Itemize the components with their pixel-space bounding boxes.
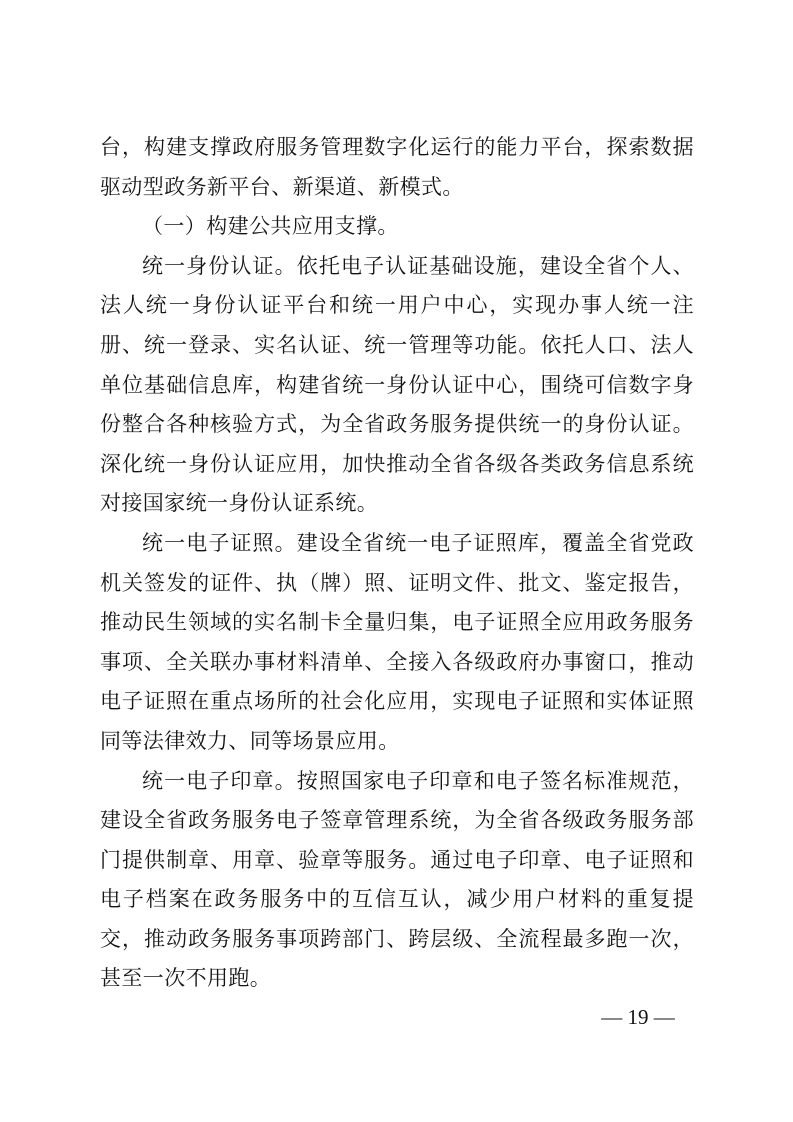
paragraph-unified-e-seal: 统一电子印章。按照国家电子印章和电子签名标准规范，建设全省政务服务电子签章管理系统，为全省各级政务服务部门提供制章、用章、验章等服务。通过电子印章、电子证照和电子档案在政务服务中的互信互认，减少用户材料的重复提交，推动政务服务事项跨部门、跨层级、全流程最多跑一次，甚至一次不用跑。 (100, 768, 694, 991)
body-text (100, 128, 694, 999)
page-number: — 19 — (601, 1005, 675, 1029)
paragraph-unified-identity: 统一身份认证。依托电子认证基础设施，建设全省个人、法人统一身份认证平台和统一用户中心，实现办事人统一注册、统一登录、实名认证、统一管理等功能。依托人口、法人单位基础信息库，构建省统一身份认证中心，围绕可信数字身份整合各种核验方式，为全省政务服务提供统一的身份认证。深化统一身份认证应用，加快推动全省各级各类政务信息系统对接国家统一身份认证系统。 (100, 253, 694, 516)
paragraph-unified-e-license: 统一电子证照。建设全省统一电子证照库，覆盖全省党政机关签发的证件、执（牌）照、证明文件、批文、鉴定报告，推动民生领域的实名制卡全量归集，电子证照全应用政务服务事项、全关联办事材料清单、全接入各级政府办事窗口，推动电子证照在重点场所的社会化应用，实现电子证照和实体证照同等法律效力、同等场景应用。 (100, 530, 694, 753)
continued-paragraph: 台，构建支撑政府服务管理数字化运行的能力平台，探索数据驱动型政务新平台、新渠道、新模式。 (100, 135, 694, 199)
section-heading: （一）构建公共应用支撑。 (142, 214, 399, 239)
